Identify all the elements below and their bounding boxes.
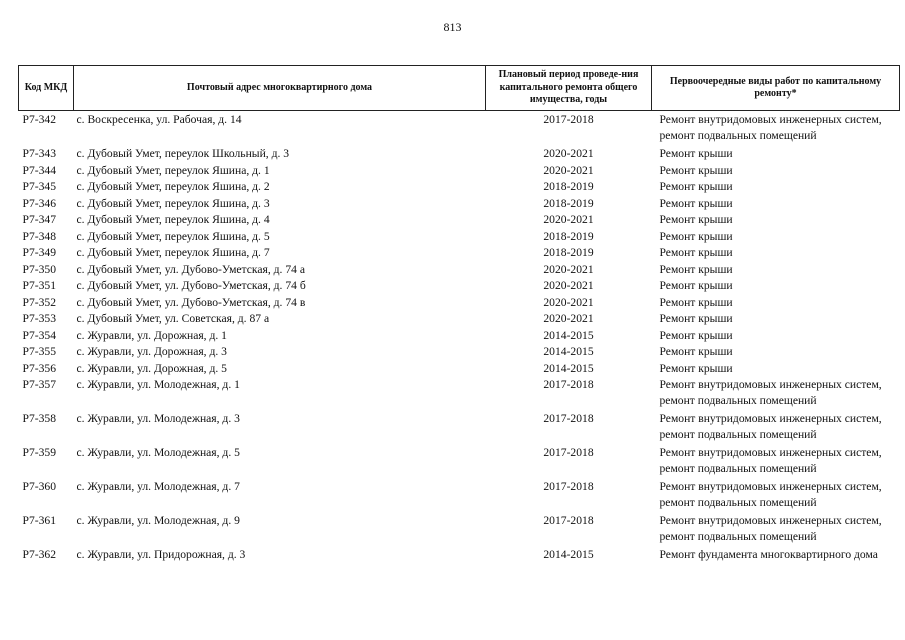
row-works-line: ремонт подвальных помещений bbox=[659, 428, 817, 442]
row-code: Р7-356 bbox=[22, 361, 56, 375]
row-address: с. Дубовый Умет, ул. Дубово-Уметская, д. 74 б bbox=[76, 279, 306, 292]
row-period: 2014-2015 bbox=[543, 345, 594, 358]
row-period: 2017-2018 bbox=[543, 446, 594, 459]
row-works bbox=[652, 547, 900, 564]
header-address: Почтовый адрес многоквартирного дома bbox=[74, 66, 486, 111]
row-code: Р7-343 bbox=[22, 147, 56, 160]
table-header bbox=[19, 66, 900, 111]
header-code: Код МКД bbox=[19, 66, 74, 111]
row-works bbox=[652, 479, 900, 513]
row-address: с. Журавли, ул. Дорожная, д. 5 bbox=[76, 361, 227, 375]
table-row bbox=[19, 479, 900, 513]
row-period: 2020-2021 bbox=[543, 312, 594, 325]
row-works bbox=[652, 411, 900, 445]
row-code: Р7-347 bbox=[22, 213, 56, 226]
row-works-line: Ремонт внутридомовых инженерных систем, bbox=[659, 412, 882, 425]
row-works-line: ремонт подвальных помещений bbox=[659, 530, 817, 544]
table-row bbox=[19, 196, 900, 213]
row-works-line: Ремонт крыши bbox=[659, 262, 733, 276]
row-works-line: Ремонт крыши bbox=[659, 196, 733, 210]
row-works bbox=[652, 344, 900, 361]
row-address: с. Журавли, ул. Дорожная, д. 1 bbox=[76, 328, 227, 342]
row-code: Р7-350 bbox=[22, 262, 56, 276]
table-row bbox=[19, 262, 900, 279]
row-period: 2017-2018 bbox=[543, 412, 594, 425]
row-address: с. Дубовый Умет, переулок Яшина, д. 4 bbox=[76, 213, 270, 226]
table-row bbox=[19, 344, 900, 361]
table-row bbox=[19, 411, 900, 445]
row-works bbox=[652, 278, 900, 295]
row-address: с. Воскресенка, ул. Рабочая, д. 14 bbox=[76, 113, 242, 126]
row-address: с. Дубовый Умет, переулок Яшина, д. 2 bbox=[76, 180, 270, 193]
row-works bbox=[652, 111, 900, 147]
row-code: Р7-362 bbox=[22, 548, 56, 561]
row-works-line: Ремонт крыши bbox=[659, 147, 733, 160]
row-address: с. Дубовый Умет, переулок Яшина, д. 3 bbox=[76, 196, 270, 210]
row-works-line: Ремонт крыши bbox=[659, 361, 733, 375]
row-period: 2017-2018 bbox=[543, 480, 594, 493]
row-period: 2018-2019 bbox=[543, 196, 594, 210]
table-row bbox=[19, 377, 900, 411]
table-row bbox=[19, 146, 900, 163]
row-code: Р7-355 bbox=[22, 345, 56, 358]
row-period: 2020-2021 bbox=[543, 295, 594, 309]
row-period: 2017-2018 bbox=[543, 378, 594, 391]
row-period: 2014-2015 bbox=[543, 328, 594, 342]
table-row bbox=[19, 295, 900, 312]
table-row bbox=[19, 229, 900, 246]
row-works bbox=[652, 196, 900, 213]
row-address: с. Дубовый Умет, переулок Яшина, д. 1 bbox=[76, 163, 270, 177]
table-row bbox=[19, 245, 900, 262]
row-works bbox=[652, 229, 900, 246]
table-row bbox=[19, 111, 900, 147]
row-works-line: Ремонт крыши bbox=[659, 180, 733, 193]
row-code: Р7-361 bbox=[22, 514, 56, 527]
page-number: 813 bbox=[443, 20, 462, 34]
table-row bbox=[19, 278, 900, 295]
row-works-line: Ремонт крыши bbox=[659, 163, 733, 177]
row-code: Р7-360 bbox=[22, 480, 56, 493]
row-works bbox=[652, 212, 900, 229]
table-row bbox=[19, 513, 900, 547]
row-works-line: Ремонт крыши bbox=[659, 229, 733, 243]
row-works-line: ремонт подвальных помещений bbox=[659, 462, 817, 476]
row-address: с. Журавли, ул. Дорожная, д. 3 bbox=[76, 345, 227, 358]
row-works bbox=[652, 328, 900, 345]
row-code: Р7-349 bbox=[22, 246, 56, 259]
row-works bbox=[652, 377, 900, 411]
table-row bbox=[19, 163, 900, 180]
row-works bbox=[652, 311, 900, 328]
row-works-line: Ремонт крыши bbox=[659, 312, 733, 325]
row-code: Р7-342 bbox=[22, 113, 56, 126]
row-period: 2020-2021 bbox=[543, 163, 594, 177]
row-address: с. Дубовый Умет, переулок Школьный, д. 3 bbox=[76, 147, 290, 160]
table-row bbox=[19, 328, 900, 345]
row-works bbox=[652, 262, 900, 279]
row-works-line: Ремонт крыши bbox=[659, 213, 733, 226]
row-code: Р7-346 bbox=[22, 196, 56, 210]
row-works-line: Ремонт внутридомовых инженерных систем, bbox=[659, 378, 882, 391]
row-period: 2018-2019 bbox=[543, 180, 594, 193]
row-address: с. Дубовый Умет, ул. Дубово-Уметская, д. 74 а bbox=[76, 262, 305, 276]
row-code: Р7-352 bbox=[22, 295, 56, 309]
row-period: 2020-2021 bbox=[543, 147, 594, 160]
row-works bbox=[652, 146, 900, 163]
row-code: Р7-358 bbox=[22, 412, 56, 425]
row-works-line: Ремонт крыши bbox=[659, 345, 733, 358]
row-address: с. Дубовый Умет, переулок Яшина, д. 5 bbox=[76, 229, 270, 243]
row-works bbox=[652, 295, 900, 312]
row-works-line: Ремонт внутридомовых инженерных систем, bbox=[659, 113, 882, 126]
table-row bbox=[19, 361, 900, 378]
row-works-line: Ремонт крыши bbox=[659, 279, 733, 292]
row-works-line: Ремонт внутридомовых инженерных систем, bbox=[659, 514, 882, 527]
table-body bbox=[19, 111, 900, 564]
row-works-line: ремонт подвальных помещений bbox=[659, 129, 817, 143]
row-works-line: Ремонт внутридомовых инженерных систем, bbox=[659, 480, 882, 493]
table-row bbox=[19, 445, 900, 479]
row-address: с. Журавли, ул. Молодежная, д. 5 bbox=[76, 446, 240, 459]
table-row bbox=[19, 311, 900, 328]
header-works: Первоочередные виды работ по капитальному ремонту* bbox=[652, 66, 900, 111]
row-period: 2017-2018 bbox=[543, 113, 594, 126]
row-works bbox=[652, 445, 900, 479]
row-works-line: Ремонт внутридомовых инженерных систем, bbox=[659, 446, 882, 459]
row-period: 2014-2015 bbox=[543, 548, 594, 561]
row-works bbox=[652, 245, 900, 262]
row-works-line: Ремонт крыши bbox=[659, 246, 733, 259]
row-works bbox=[652, 179, 900, 196]
row-code: Р7-353 bbox=[22, 312, 56, 325]
row-works-line: Ремонт крыши bbox=[659, 295, 733, 309]
row-code: Р7-344 bbox=[22, 163, 56, 177]
row-address: с. Дубовый Умет, ул. Советская, д. 87 а bbox=[76, 312, 270, 325]
row-address: с. Журавли, ул. Молодежная, д. 1 bbox=[76, 378, 240, 391]
row-period: 2020-2021 bbox=[543, 262, 594, 276]
row-works bbox=[652, 163, 900, 180]
row-code: Р7-351 bbox=[22, 279, 56, 292]
row-period: 2014-2015 bbox=[543, 361, 594, 375]
header-period: Плановый период проведе-ния капитального ремонта общего имущества, годы bbox=[486, 66, 652, 111]
row-period: 2017-2018 bbox=[543, 514, 594, 527]
row-works bbox=[652, 361, 900, 378]
row-works-line: Ремонт фундамента многоквартирного дома bbox=[659, 548, 878, 561]
table-row bbox=[19, 547, 900, 564]
row-code: Р7-357 bbox=[22, 378, 56, 391]
row-address: с. Журавли, ул. Придорожная, д. 3 bbox=[76, 548, 246, 561]
row-works-line: ремонт подвальных помещений bbox=[659, 496, 817, 510]
row-code: Р7-348 bbox=[22, 229, 56, 243]
table-row bbox=[19, 179, 900, 196]
row-code: Р7-345 bbox=[22, 180, 56, 193]
row-code: Р7-359 bbox=[22, 446, 56, 459]
row-period: 2020-2021 bbox=[543, 213, 594, 226]
row-address: с. Журавли, ул. Молодежная, д. 7 bbox=[76, 480, 240, 493]
row-address: с. Дубовый Умет, переулок Яшина, д. 7 bbox=[76, 246, 270, 259]
row-period: 2018-2019 bbox=[543, 246, 594, 259]
row-address: с. Журавли, ул. Молодежная, д. 3 bbox=[76, 412, 240, 425]
row-works bbox=[652, 513, 900, 547]
row-address: с. Дубовый Умет, ул. Дубово-Уметская, д. 74 в bbox=[76, 295, 306, 309]
row-works-line: ремонт подвальных помещений bbox=[659, 394, 817, 408]
row-period: 2020-2021 bbox=[543, 279, 594, 292]
row-period: 2018-2019 bbox=[543, 229, 594, 243]
table-row bbox=[19, 212, 900, 229]
row-works-line: Ремонт крыши bbox=[659, 328, 733, 342]
row-code: Р7-354 bbox=[22, 328, 56, 342]
row-address: с. Журавли, ул. Молодежная, д. 9 bbox=[76, 514, 240, 527]
capital-repair-table bbox=[18, 65, 900, 564]
